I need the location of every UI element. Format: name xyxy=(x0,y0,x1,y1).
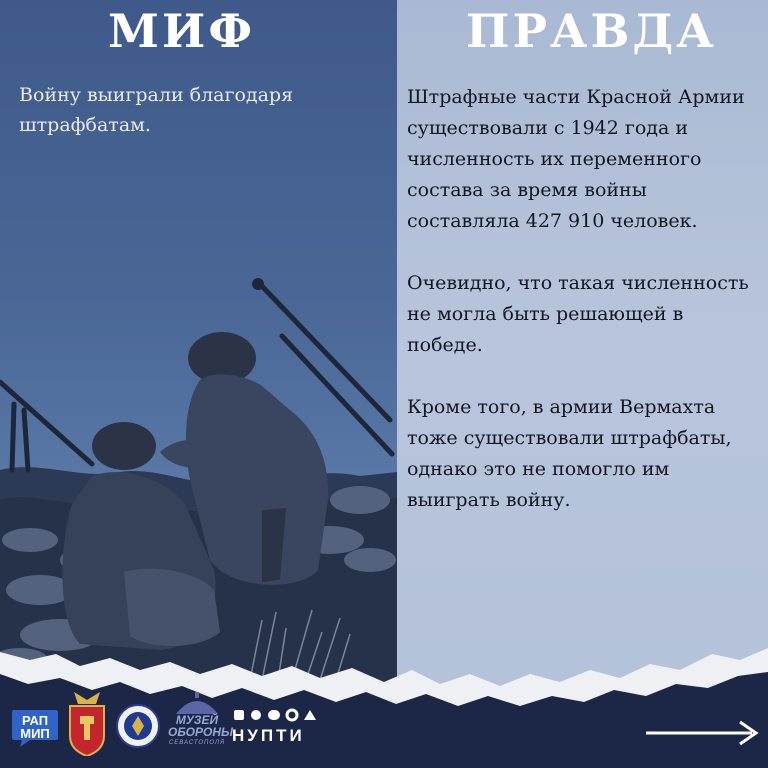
museum-defense: ОБОРОНЫ xyxy=(168,725,234,739)
museum-title: МУЗЕЙ xyxy=(175,713,219,727)
soldiers-photo xyxy=(0,240,397,700)
coat-of-arms-icon xyxy=(66,690,108,756)
truth-body xyxy=(407,82,759,547)
myth-title: МИФ xyxy=(108,4,256,58)
truth-paragraph: Очевидно, что такая численность не могла быть решающей в победе. xyxy=(407,272,749,356)
truth-paragraph: Кроме того, в армии Вермахта тоже существовали штрафбаты, однако это не помогло им выиграть войну. xyxy=(407,396,732,511)
truth-paragraph: Штрафные части Красной Армии существовали с 1942 года и численность их переменного состава за время войны составляла 427 910 человек. xyxy=(407,86,745,232)
myth-statement: Войну выиграли благодаря штрафбатам. xyxy=(19,84,294,136)
npti-text: НУПТИ xyxy=(232,726,305,745)
round-emblem-logo xyxy=(116,704,160,748)
rap-mip-logo xyxy=(10,708,60,748)
npti-logo xyxy=(232,706,324,750)
rap-text: РАП xyxy=(21,713,49,728)
partner-logos xyxy=(0,690,400,768)
mip-text: МИП xyxy=(20,726,50,741)
round-emblem-icon xyxy=(116,704,160,748)
museum-city: СЕВАСТОПОЛЯ xyxy=(168,740,226,746)
truth-title: ПРАВДА xyxy=(466,4,717,58)
npti-glyphs-icon xyxy=(232,706,324,724)
museum-logo xyxy=(168,692,234,762)
coat-of-arms-logo xyxy=(66,690,108,766)
next-arrow-icon[interactable] xyxy=(644,718,760,748)
